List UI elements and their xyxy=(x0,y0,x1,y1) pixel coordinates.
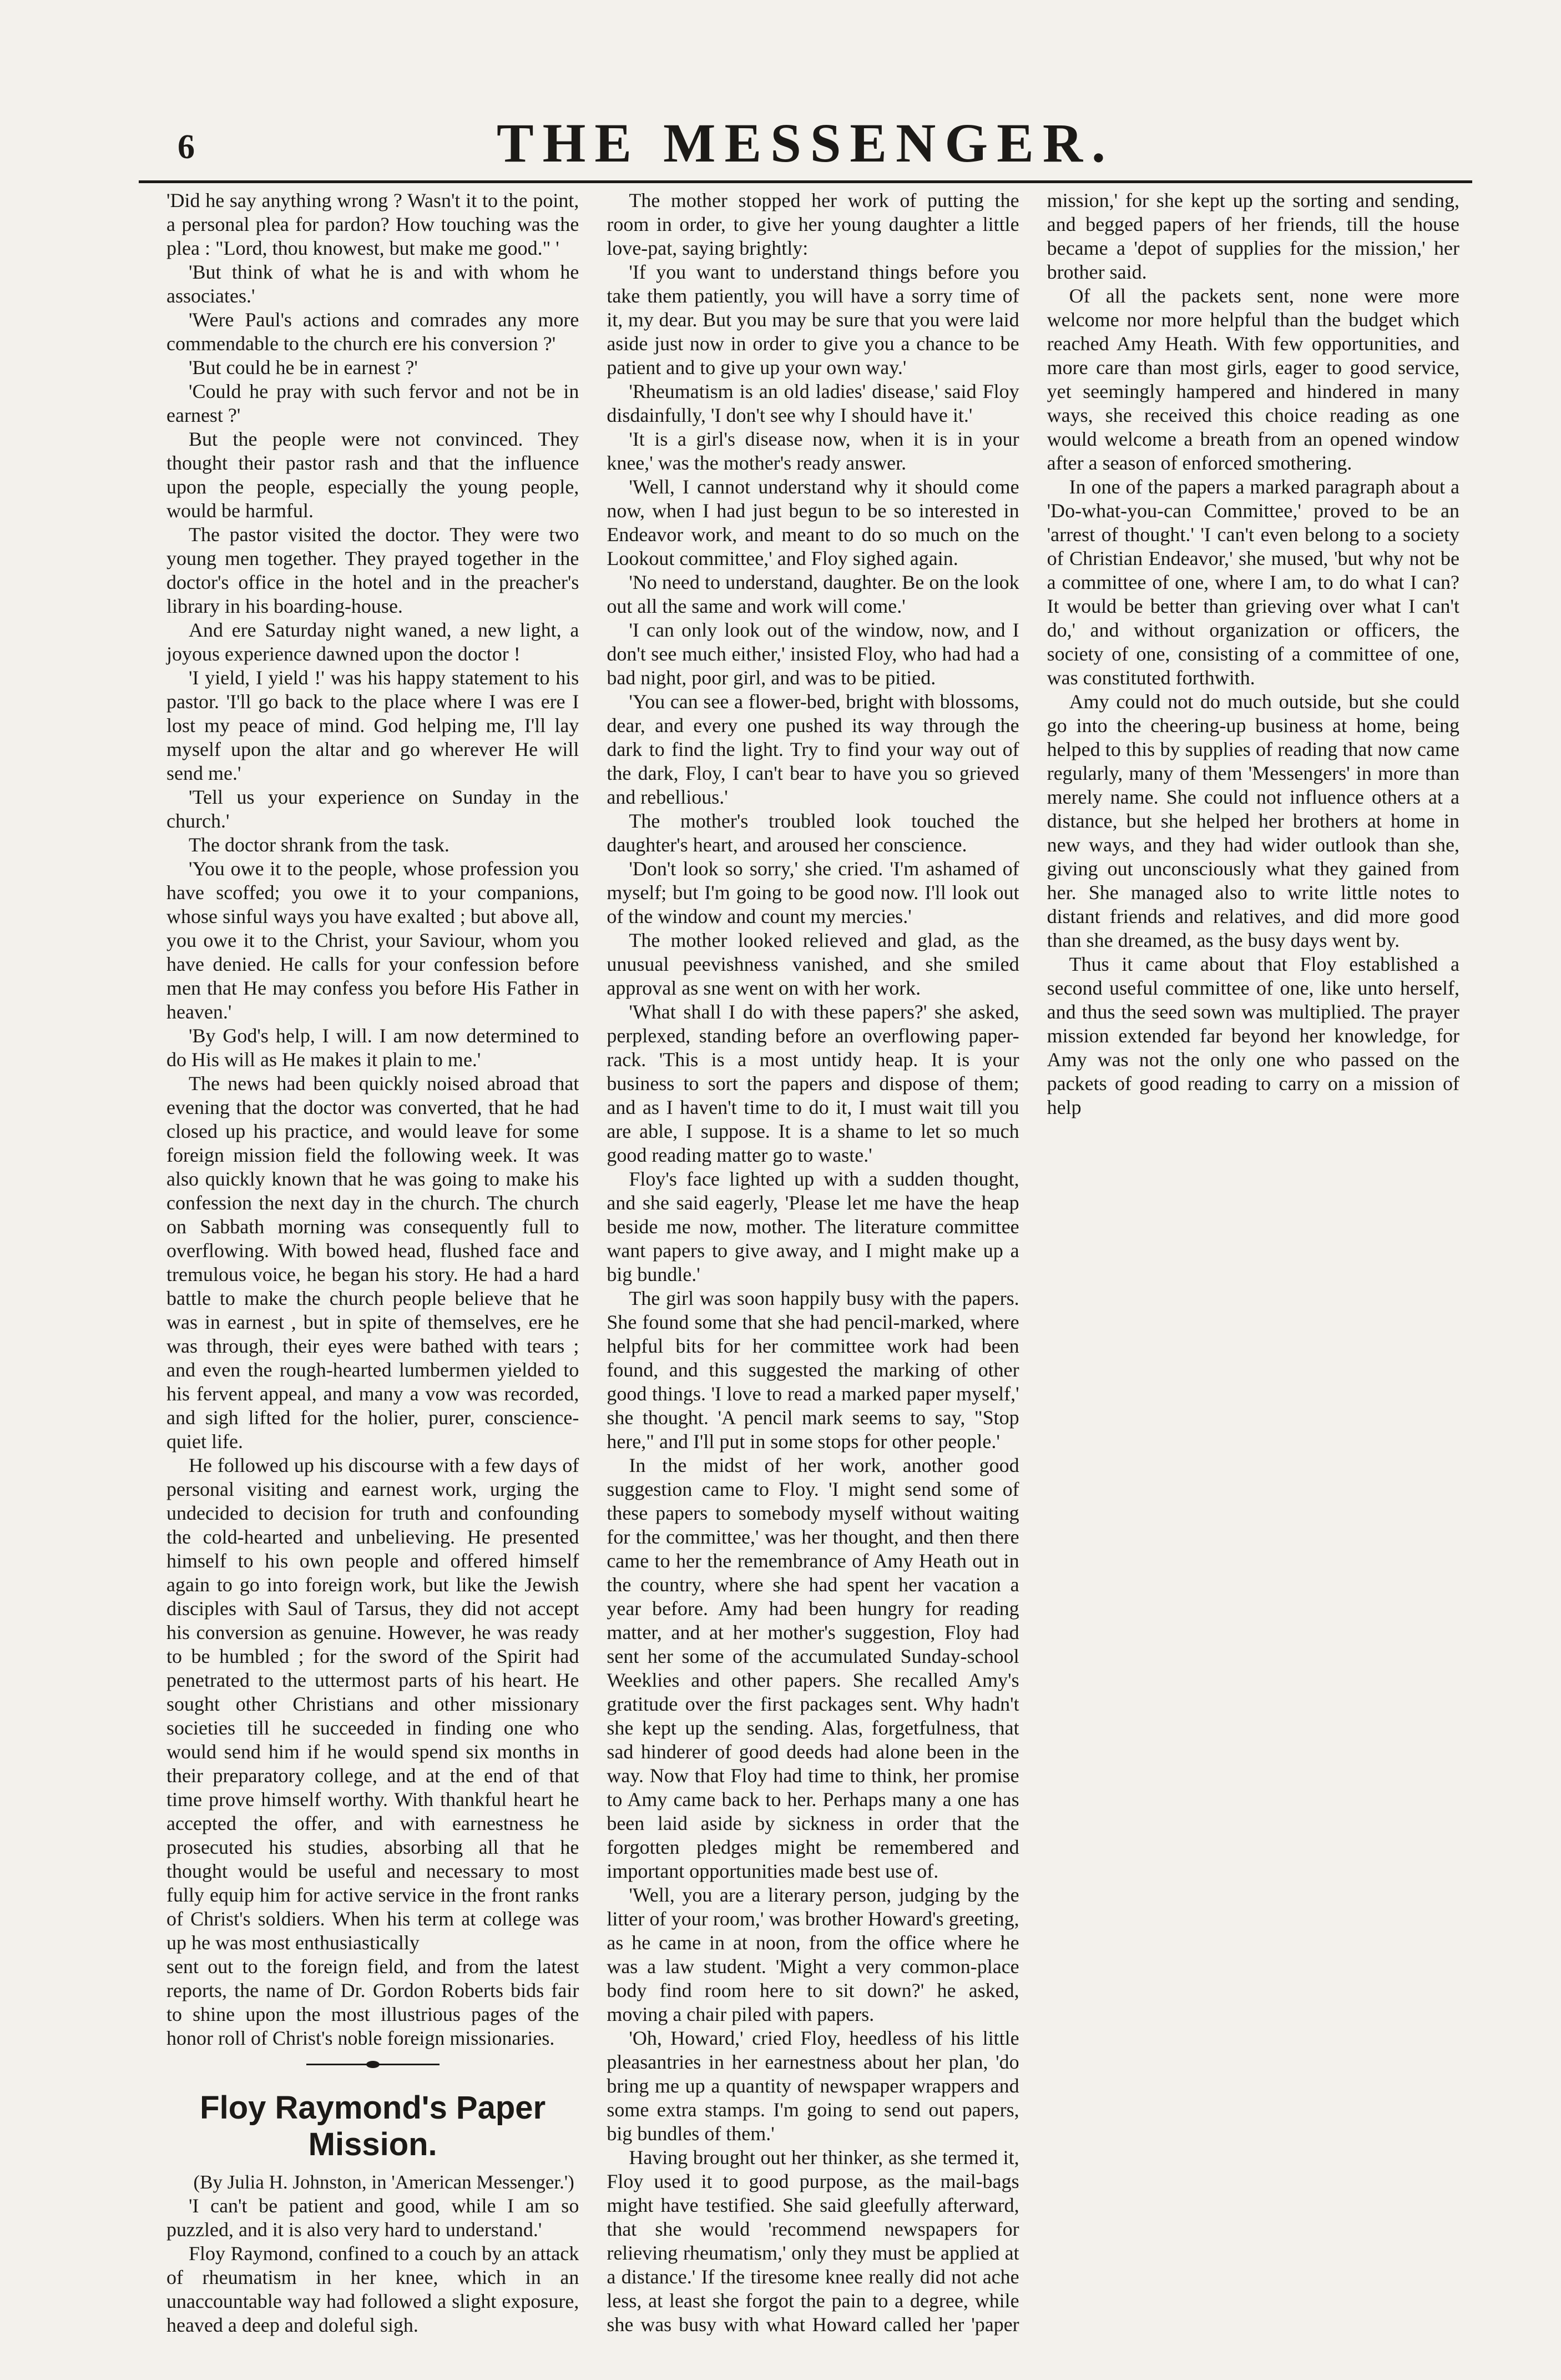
paragraph: The doctor shrank from the task. xyxy=(189,834,449,856)
paragraph: The girl was soon happily busy with the papers. She found some that she had pencil-marked, where helpful bits for her committee work had been found, and this suggested the marking of other good things. 'I love to read a marked paper myself,' she thought. 'A pencil mark seems to say, "Stop here," and I'll put in some stops for other people.' xyxy=(607,1287,1019,1453)
paragraph: 'It is a girl's disease now, when it is in your knee,' was the mother's ready answer. xyxy=(607,428,1019,474)
story-continued xyxy=(166,189,579,2050)
paragraph: sent out to the foreign field, and from the latest reports, the name of Dr. Gordon Roberts bids fair to shine upon the most illustrious pages of the honor roll of Christ's noble foreign missionaries. xyxy=(166,1955,579,2049)
story-byline: (By Julia H. Johnston, in 'American Messenger.') xyxy=(193,2171,574,2193)
paragraph: 'But think of what he is and with whom he associates.' xyxy=(166,261,579,307)
paragraph: 'If you want to understand things before you take them patiently, you will have a sorry time of it, my dear. But you may be sure that you were laid aside just now in order to give you a chance to be patient and to give up your own way.' xyxy=(607,261,1019,379)
page-number: 6 xyxy=(178,128,195,166)
paragraph: Floy's face lighted up with a sudden thought, and she said eagerly, 'Please let me have the heap beside me now, mother. The literature committee want papers to give away, and I might make up a big bundle.' xyxy=(607,1168,1019,1285)
paragraph: The mother's troubled look touched the daughter's heart, and aroused her conscience. xyxy=(607,810,1019,856)
paragraph: He followed up his discourse with a few days of personal visiting and earnest work, urging the undecided to decision for truth and confounding the cold-hearted and unbelieving. He presented himself to his own people and offered himself again to go into foreign work, but like the Jewish disciples with Saul of Tarsus, they did not accept his conversion as genuine. However, he was ready to be humbled ; for the sword of the Spirit had penetrated to the uttermost parts of his heart. He sought other Christians and other missionary societies till he succeeded in finding one who would send him if he would spend six months in their preparatory college, and at the end of that time prove himself worthy. With thankful heart he accepted the offer, and with earnestness he prosecuted his studies, absorbing all that he thought would be useful and necessary to most fully equip him for active service in the front ranks of Christ's soldiers. When his term at college was up he was most enthusiastically xyxy=(166,1454,579,1954)
masthead xyxy=(139,105,1472,183)
paragraph: 'Did he say anything wrong ? Wasn't it to the point, a personal plea for pardon? How touching was the plea : "Lord, thou knowest, but make me good." ' xyxy=(166,189,579,259)
paragraph: 'You owe it to the people, whose profession you have scoffed; you owe it to your companions, whose sinful ways you have exalted ; but above all, you owe it to the Christ, your Saviour, whom you have denied. He calls for your confession before men that He may confess you before His Father in heaven.' xyxy=(166,858,579,1023)
paragraph: 'Well, I cannot understand why it should come now, when I had just begun to be so interested in Endeavor work, and meant to do so much on the Lookout committee,' and Floy sighed again. xyxy=(607,476,1019,569)
paragraph: Floy Raymond, confined to a couch by an attack of rheumatism in her knee, which in an unaccountable way had followed a slight exposure, heaved a deep and doleful sigh. xyxy=(166,2242,579,2336)
paragraph: 'I yield, I yield !' was his happy statement to his pastor. 'I'll go back to the place where I was ere I lost my peace of mind. God helping me, I'll lay myself upon the altar and go wherever He will send me.' xyxy=(166,667,579,784)
paragraph: 'You can see a flower-bed, bright with blossoms, dear, and every one pushed its way through the dark to find the light. Try to find your way out of the dark, Floy, I can't bear to have you so grieved and rebellious.' xyxy=(607,690,1019,808)
story-divider xyxy=(306,2064,439,2065)
paragraph: 'Well, you are a literary person, judging by the litter of your room,' was brother Howard's greeting, as he came in at noon, from the office where he was a law student. 'Might a very common-place body find room here to sit down?' he asked, moving a chair piled with papers. xyxy=(607,1884,1019,2025)
paragraph: 'Were Paul's actions and comrades any more commendable to the church ere his conversion ?' xyxy=(166,309,579,355)
paragraph: The news had been quickly noised abroad that evening that the doctor was converted, that he had closed up his practice, and would leave for some foreign mission field the following week. It was also quickly known that he was going to make his confession the next day in the church. The church on Sabbath morning was consequently full to overflowing. With bowed head, flushed face and tremulous voice, he began his story. He had a hard battle to make the church people believe that he was in earnest , but in spite of themselves, ere he was through, their eyes were bathed with tears ; and even the rough-hearted lumbermen yielded to his fervent appeal, and many a vow was recorded, and sigh lifted for the holier, purer, conscience-quiet life. xyxy=(166,1072,579,1453)
article-columns xyxy=(166,189,1459,2342)
masthead-rule xyxy=(139,180,1472,183)
paragraph: Of all the packets sent, none were more welcome nor more helpful than the budget which reached Amy Heath. With few opportunities, and more care than most girls, eager to good service, yet seemingly hampered and hindered in many ways, she received this choice reading as one would welcome a breath from an opened window after a season of enforced smothering. xyxy=(1047,285,1459,474)
paragraph: 'Oh, Howard,' cried Floy, heedless of his little pleasantries in her earnestness about her plan, 'do bring me up a quantity of newspaper wrappers and some extra stamps. I'm going to send out papers, big bundles of them.' xyxy=(607,2027,1019,2145)
paragraph: 'What shall I do with these papers?' she asked, perplexed, standing before an overflowing paper-rack. 'This is a most untidy heap. It is your business to sort the papers and dispose of them; and as I haven't time to do it, I must wait till you are able, I suppose. It is a shame to let so much good reading matter go to waste.' xyxy=(607,1001,1019,1166)
paragraph: In the midst of her work, another good suggestion came to Floy. 'I might send some of these papers to somebody myself without waiting for the committee,' was her thought, and then there came to her the remembrance of Amy Heath out in the country, where she had spent her vacation a year before. Amy had been hungry for reading matter, and at her mother's suggestion, Floy had sent her some of the accumulated Sunday-school Weeklies and other papers. She recalled Amy's gratitude over the first packages sent. Why hadn't she kept up the sending. Alas, forgetfulness, that sad hinderer of good deeds had alone been in the way. Now that Floy had time to think, her promise to Amy came back to her. Perhaps many a one has been laid aside by sickness in order that the forgotten pledges might be remembered and important opportunities made best use of. xyxy=(607,1454,1019,1882)
paragraph: Amy could not do much outside, but she could go into the cheering-up business at home, being helped to this by supplies of reading that now came regularly, many of them 'Messengers' in more than merely name. She could not influence others at a distance, but she helped her brothers at home in new ways, and they had wider outlook than she, giving out unconsciously what they gained from her. She managed also to write little notes to distant friends and relatives, and did more good than she dreamed, as the busy days went by. xyxy=(1047,690,1459,951)
story-title: Floy Raymond's Paper Mission. xyxy=(200,2090,546,2162)
paragraph: The mother stopped her work of putting the room in order, to give her young daughter a little love-pat, saying brightly: xyxy=(607,189,1019,259)
paragraph: 'Could he pray with such fervor and not be in earnest ?' xyxy=(166,380,579,426)
paragraph: 'Rheumatism is an old ladies' disease,' said Floy disdainfully, 'I don't see why I should have it.' xyxy=(607,380,1019,426)
paragraph: The pastor visited the doctor. They were two young men together. They prayed together in the doctor's office in the hotel and in the preacher's library in his boarding-house. xyxy=(166,523,579,617)
paragraph: 'By God's help, I will. I am now determined to do His will as He makes it plain to me.' xyxy=(166,1025,579,1071)
paragraph: 'Don't look so sorry,' she cried. 'I'm ashamed of myself; but I'm going to be good now. I'll look out of the window and count my mercies.' xyxy=(607,858,1019,927)
paragraph: 'Tell us your experience on Sunday in the church.' xyxy=(166,786,579,832)
paragraph: 'I can't be patient and good, while I am so puzzled, and it is also very hard to understand.' xyxy=(166,2195,579,2241)
paragraph: Having brought out her thinker, as she termed it, Floy used it to good purpose, as the mail-bags might have testified. She said gleefully afterward, that she would 'recommend newspapers for relieving rheumatism,' only they must be applied at a distance.' If the tiresome knee really did not ache less, at least she forgot the pain to a degree, while she was busy with what Howard called her 'paper mission,' for she kept up the sorting and sending, and begged papers of her friends, till the house became a 'depot of supplies for the mission,' her brother said. xyxy=(607,189,1459,2336)
paragraph: 'But could he be in earnest ?' xyxy=(189,356,418,379)
paragraph: The mother looked relieved and glad, as the unusual peevishness vanished, and she smiled approval as sne went on with her work. xyxy=(607,929,1019,999)
paragraph: 'I can only look out of the window, now, and I don't see much either,' insisted Floy, who had had a bad night, poor girl, and was to be pitied. xyxy=(607,619,1019,689)
paragraph: In one of the papers a marked paragraph about a 'Do-what-you-can Committee,' proved to be an 'arrest of thought.' 'I can't even belong to a society of Christian Endeavor,' she mused, 'but why not be a committee of one, where I am, to do what I can? It would be better than grieving over what I can't do,' and without organization or officers, the society of one, consisting of a committee of one, was constituted forthwith. xyxy=(1047,476,1459,689)
paragraph: Thus it came about that Floy established a second useful committee of one, like unto herself, and thus the seed sown was multiplied. The prayer mission extended far beyond her knowledge, for Amy was not the only one who passed on the packets of good reading to carry on a mission of help xyxy=(1047,953,1459,1118)
paragraph: But the people were not convinced. They thought their pastor rash and that the influence upon the people, especially the young people, would be harmful. xyxy=(166,428,579,522)
paragraph: And ere Saturday night waned, a new light, a joyous experience dawned upon the doctor ! xyxy=(166,619,579,665)
masthead-title: THE MESSENGER. xyxy=(496,112,1115,174)
paragraph: 'No need to understand, daughter. Be on the look out all the same and work will come.' xyxy=(607,571,1019,617)
